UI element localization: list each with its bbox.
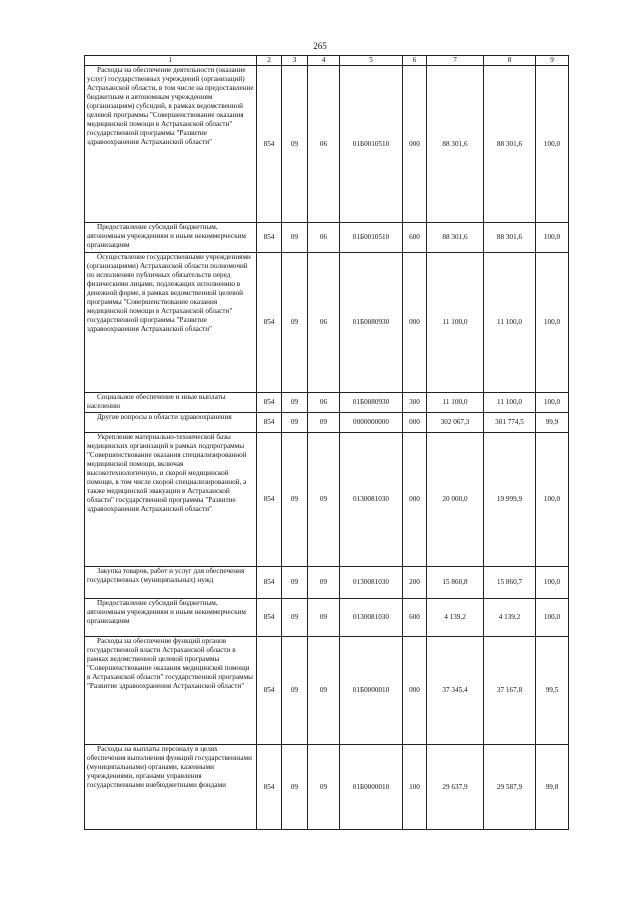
executed-amount: 88 301,6 [484,66,536,223]
executed-amount: 4 139,2 [484,599,536,637]
executed-amount: 15 860,7 [484,567,536,599]
expense-type-code: 600 [403,223,427,253]
executed-amount: 37 167,8 [484,637,536,745]
expense-description [85,745,257,830]
description-text: Расходы на обеспечение функций органов государственной власти Астраханской области в рамках ведомственной целевой программы "Совершенствование оказания медицинской помощи в Астраханской области" государственной программы "Развитие здравоохранения Астраханской области" [87,637,253,690]
target-article-code: 0000000000 [340,413,403,433]
subsection-code: 06 [308,223,340,253]
executed-amount: 88 301,6 [484,223,536,253]
target-article-code: 01Б0010510 [340,223,403,253]
approved-amount: 302 067,3 [427,413,484,433]
expense-type-code: 000 [403,433,427,567]
expense-type-code: 000 [403,637,427,745]
table-row [85,567,569,599]
ministry-code: 854 [257,413,282,433]
approved-amount: 4 139,2 [427,599,484,637]
ministry-code: 854 [257,745,282,830]
executed-amount: 11 100,0 [484,253,536,393]
subsection-code: 09 [308,745,340,830]
expense-type-code: 000 [403,66,427,223]
description-text: Другие вопросы в области здравоохранения [97,413,232,421]
expense-description [85,637,257,745]
target-article-code: 01Б0010510 [340,66,403,223]
execution-percent: 100,0 [536,599,569,637]
subsection-code: 09 [308,413,340,433]
execution-percent: 99,8 [536,745,569,830]
column-header: 9 [536,56,569,66]
approved-amount: 11 100,0 [427,393,484,413]
expense-description [85,66,257,223]
expense-type-code: 600 [403,599,427,637]
ministry-code: 854 [257,599,282,637]
expense-type-code: 200 [403,567,427,599]
execution-percent: 100,0 [536,66,569,223]
ministry-code: 854 [257,66,282,223]
execution-percent: 99,9 [536,413,569,433]
expense-type-code: 000 [403,413,427,433]
table-row [85,66,569,223]
description-text: Предоставление субсидий бюджетным, автономным учреждениям и иным некоммерческим организациям [87,223,246,249]
subsection-code: 06 [308,66,340,223]
column-header: 3 [282,56,308,66]
target-article-code: 0130081030 [340,599,403,637]
expense-description [85,413,257,433]
target-article-code: 01Б0080930 [340,253,403,393]
section-code: 09 [282,66,308,223]
table-row [85,433,569,567]
executed-amount: 19 999,9 [484,433,536,567]
description-text: Укрепление материально-технической базы медицинских организаций в рамках подпрограммы "Совершенствование оказания специализированной медицинской помощи, включая высокотехнологичную, и скорой медицинской помощи, в том числе скорой специализированной, а также медицинской эвакуации в Астраханской области" государственной программы "Развитие здравоохранения Астраханской области" [87,433,247,513]
section-code: 09 [282,223,308,253]
budget-table [84,55,569,830]
table-row [85,637,569,745]
subsection-code: 09 [308,433,340,567]
column-header: 7 [427,56,484,66]
description-text: Расходы на выплаты персоналу в целях обеспечения выполнения функций государственными (муниципальными) органами, казенными учреждениями, органами управления государственными внебюджетными фондами [87,745,252,789]
header-row [85,56,569,66]
expense-type-code: 000 [403,253,427,393]
target-article-code: 01Б0080930 [340,393,403,413]
section-code: 09 [282,433,308,567]
target-article-code: 0130081030 [340,433,403,567]
ministry-code: 854 [257,393,282,413]
column-header: 6 [403,56,427,66]
subsection-code: 06 [308,253,340,393]
approved-amount: 88 301,6 [427,223,484,253]
expense-type-code: 300 [403,393,427,413]
description-text: Закупка товаров, работ и услуг для обеспечения государственных (муниципальных) нужд [87,567,245,584]
column-header: 8 [484,56,536,66]
approved-amount: 37 345,4 [427,637,484,745]
execution-percent: 100,0 [536,253,569,393]
expense-description [85,253,257,393]
section-code: 09 [282,413,308,433]
ministry-code: 854 [257,637,282,745]
expense-description [85,393,257,413]
expense-description [85,567,257,599]
column-header: 4 [308,56,340,66]
description-text: Предоставление субсидий бюджетным, автономным учреждениям и иным некоммерческим организациям [87,599,246,625]
execution-percent: 100,0 [536,393,569,413]
approved-amount: 11 100,0 [427,253,484,393]
target-article-code: 01Б0000010 [340,637,403,745]
section-code: 09 [282,567,308,599]
column-header: 1 [85,56,257,66]
ministry-code: 854 [257,253,282,393]
approved-amount: 15 860,8 [427,567,484,599]
page-number: 265 [313,41,327,51]
expense-description [85,599,257,637]
executed-amount: 29 587,9 [484,745,536,830]
subsection-code: 09 [308,637,340,745]
section-code: 09 [282,599,308,637]
table-row [85,599,569,637]
subsection-code: 06 [308,393,340,413]
column-header: 2 [257,56,282,66]
target-article-code: 0130081030 [340,567,403,599]
section-code: 09 [282,253,308,393]
executed-amount: 11 100,0 [484,393,536,413]
section-code: 09 [282,745,308,830]
ministry-code: 854 [257,223,282,253]
table-row [85,413,569,433]
section-code: 09 [282,393,308,413]
ministry-code: 854 [257,433,282,567]
table-row [85,393,569,413]
table-row [85,253,569,393]
approved-amount: 29 637,9 [427,745,484,830]
table-row [85,223,569,253]
executed-amount: 301 774,5 [484,413,536,433]
execution-percent: 100,0 [536,433,569,567]
expense-description [85,223,257,253]
section-code: 09 [282,637,308,745]
subsection-code: 09 [308,567,340,599]
expense-description [85,433,257,567]
column-header: 5 [340,56,403,66]
subsection-code: 09 [308,599,340,637]
execution-percent: 99,5 [536,637,569,745]
execution-percent: 100,0 [536,567,569,599]
approved-amount: 88 301,6 [427,66,484,223]
description-text: Социальное обеспечение и иные выплаты населению [87,393,226,410]
ministry-code: 854 [257,567,282,599]
description-text: Расходы на обеспечение деятельности (оказание услуг) государственных учреждений (организаций) Астраханской области, в том числе на предоставление бюджетным и автономным учреждениям (организациям) субсидий, в рамках ведомственной целевой программы "Совершенствование оказания медицинской помощи в Астраханской области" государственной программы "Развитие здравоохранения Астраханской области" [87,66,254,146]
execution-percent: 100,0 [536,223,569,253]
table-row [85,745,569,830]
target-article-code: 01Б0000010 [340,745,403,830]
expense-type-code: 100 [403,745,427,830]
description-text: Осуществление государственными учреждениями (организациями) Астраханской области полномочий по исполнению публичных обязательств перед физическими лицами, подлежащих исполнению в денежной форме, в рамках ведомственной целевой программы "Совершенствование оказания медицинской помощи в Астраханской области" государственной программы "Развитие здравоохранения Астраханской области" [87,253,251,333]
approved-amount: 20 000,0 [427,433,484,567]
